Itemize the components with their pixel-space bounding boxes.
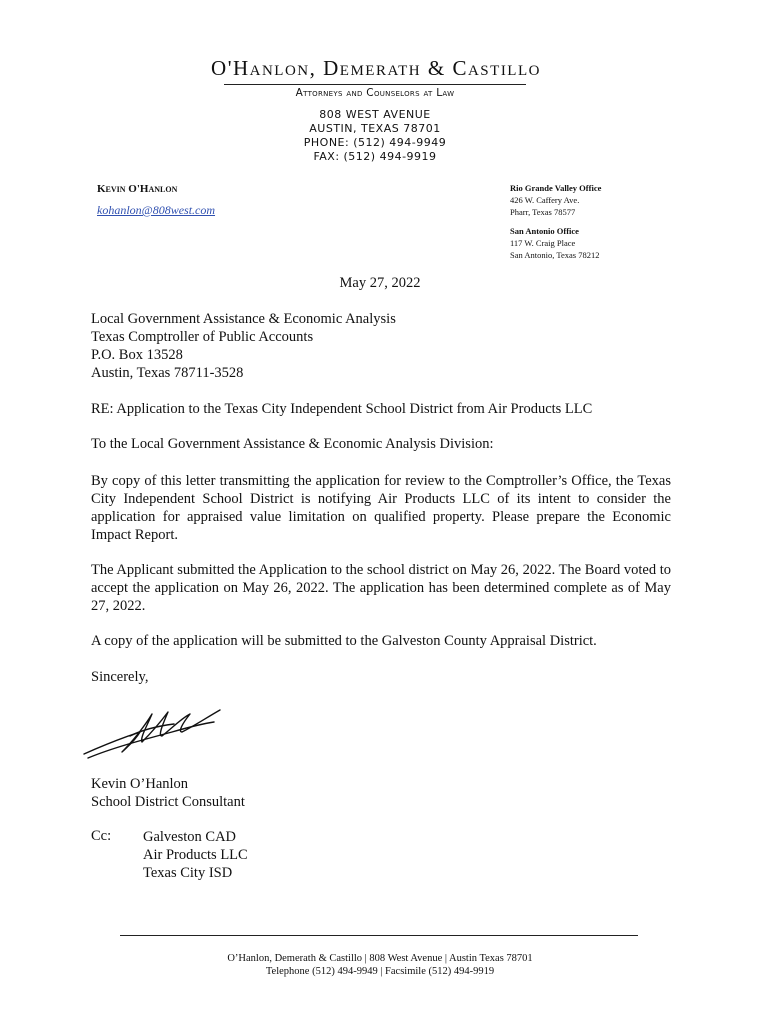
cc-recipient: Galveston CAD bbox=[143, 829, 237, 845]
sender-name: Kevin O'Hanlon bbox=[97, 183, 178, 195]
footer-phone: Telephone (512) 494-9949 | Facsimile (512) 494-9919 bbox=[265, 966, 495, 977]
body-paragraph-1: By copy of this letter transmitting the application for review to the Comptroller’s Office, the Texas City Independent School District is notifying Air Products LLC of its intent to consider the application for appraised value limitation on qualified property. Please prepare the Economic Impact Report. bbox=[91, 473, 671, 543]
office-heading: San Antonio Office bbox=[510, 226, 579, 236]
recipient-line: P.O. Box 13528 bbox=[91, 347, 183, 363]
recipient-address bbox=[91, 310, 671, 382]
body-paragraph-2: The Applicant submitted the Application to the school district on May 26, 2022. The Board voted to accept the application on May 26, 2022. The application has been determined complete as of May 27, 2022. bbox=[91, 562, 671, 614]
sender-email-link[interactable]: kohanlon@808west.com bbox=[97, 203, 216, 217]
handwritten-signature bbox=[82, 702, 227, 762]
signer-title: School District Consultant bbox=[91, 794, 245, 810]
footer-address: O’Hanlon, Demerath & Castillo | 808 West Avenue | Austin Texas 78701 bbox=[227, 953, 533, 964]
cc-list bbox=[143, 828, 248, 882]
firm-phone: PHONE: (512) 494-9949 bbox=[303, 136, 447, 149]
office-street: 117 W. Craig Place bbox=[510, 238, 576, 248]
recipient-line: Texas Comptroller of Public Accounts bbox=[91, 329, 314, 345]
firm-address-street: 808 WEST AVENUE bbox=[319, 108, 431, 121]
office-san-antonio bbox=[510, 225, 599, 261]
office-city: San Antonio, Texas 78212 bbox=[510, 250, 600, 260]
firm-fax: FAX: (512) 494-9919 bbox=[313, 150, 437, 163]
closing: Sincerely, bbox=[91, 669, 149, 685]
letterhead-rule bbox=[224, 84, 526, 85]
office-city: Pharr, Texas 78577 bbox=[510, 207, 576, 217]
office-street: 426 W. Caffery Ave. bbox=[510, 195, 580, 205]
footer-rule bbox=[120, 935, 638, 936]
firm-tagline: Attorneys and Counselors at Law bbox=[295, 87, 455, 99]
signature-block bbox=[91, 775, 671, 811]
office-heading: Rio Grande Valley Office bbox=[510, 183, 602, 193]
body-paragraph-3: A copy of the application will be submitted to the Galveston County Appraisal District. bbox=[91, 633, 597, 649]
letter-date: May 27, 2022 bbox=[339, 275, 421, 291]
recipient-line: Austin, Texas 78711-3528 bbox=[91, 365, 244, 381]
cc-label: Cc: bbox=[91, 828, 112, 844]
re-line: RE: Application to the Texas City Independent School District from Air Products LLC bbox=[91, 401, 593, 417]
recipient-line: Local Government Assistance & Economic Analysis bbox=[91, 311, 396, 327]
firm-name: O'Hanlon, Demerath & Castillo bbox=[211, 56, 541, 80]
cc-recipient: Air Products LLC bbox=[143, 847, 248, 863]
cc-recipient: Texas City ISD bbox=[143, 865, 233, 881]
signer-name: Kevin O’Hanlon bbox=[91, 776, 189, 792]
office-rio-grande bbox=[510, 182, 601, 218]
salutation: To the Local Government Assistance & Economic Analysis Division: bbox=[91, 436, 494, 452]
firm-address-city: AUSTIN, TEXAS 78701 bbox=[309, 122, 441, 135]
